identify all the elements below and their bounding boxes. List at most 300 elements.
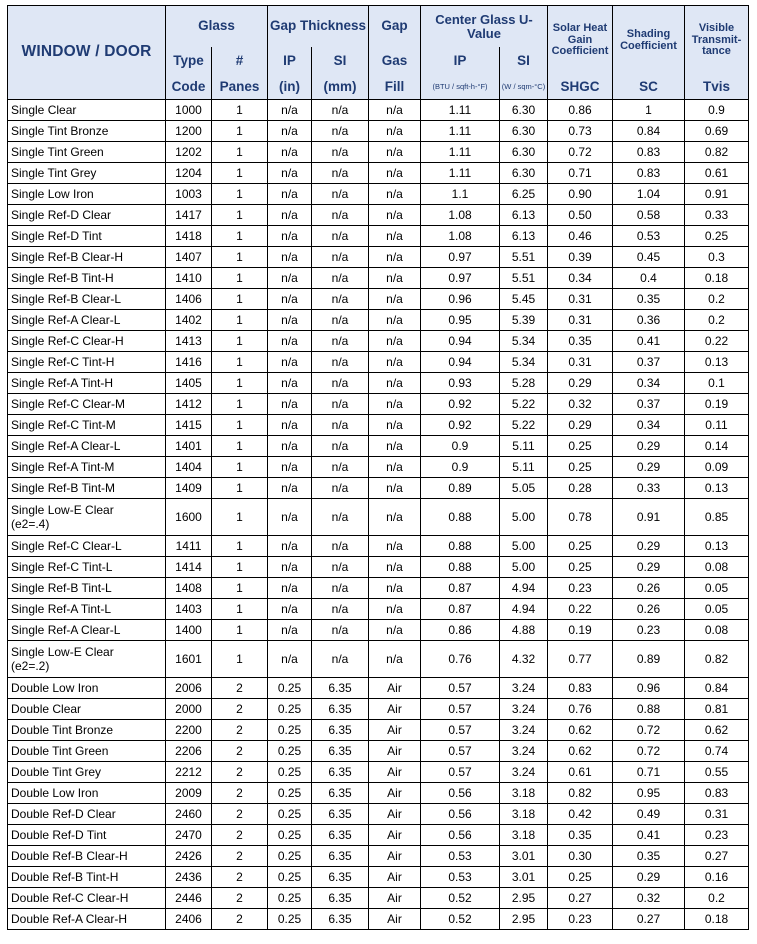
type-code-cell: 1410 (166, 268, 212, 289)
shgc-cell: 0.90 (548, 184, 613, 205)
u-value-ip-cell: 0.86 (421, 620, 500, 641)
tvis-cell: 0.81 (685, 699, 749, 720)
glass-name-text: Single Ref-A Clear-L (11, 313, 121, 327)
table-row (8, 205, 749, 226)
u-value-ip-cell: 0.52 (421, 909, 500, 930)
gap-in-cell: n/a (268, 641, 312, 678)
shgc-cell: 0.29 (548, 373, 613, 394)
glass-name-cell (8, 142, 166, 163)
panes-cell: 1 (212, 641, 268, 678)
gap-mm-cell: 6.35 (312, 720, 369, 741)
tvis-cell: 0.08 (685, 557, 749, 578)
type-code-cell: 1406 (166, 289, 212, 310)
gas-fill-cell: n/a (369, 184, 421, 205)
shgc-cell: 0.83 (548, 678, 613, 699)
tvis-cell: 0.62 (685, 720, 749, 741)
u-value-ip-cell: 0.9 (421, 457, 500, 478)
gap-mm-cell: n/a (312, 436, 369, 457)
u-value-si-cell: 5.51 (500, 268, 548, 289)
panes-cell: 1 (212, 457, 268, 478)
gap-in-cell: n/a (268, 352, 312, 373)
gas-fill-cell: Air (369, 909, 421, 930)
tvis-cell: 0.9 (685, 100, 749, 121)
u-value-ip-cell: 0.57 (421, 762, 500, 783)
u-value-si-cell: 6.30 (500, 121, 548, 142)
gap-mm-cell: 6.35 (312, 888, 369, 909)
tvis-cell: 0.05 (685, 599, 749, 620)
shgc-cell: 0.35 (548, 331, 613, 352)
glass-name-cell (8, 578, 166, 599)
glass-name-text: Double Tint Grey (11, 765, 102, 779)
glass-name-text: Single Low Iron (11, 187, 94, 201)
gap-mm-cell: n/a (312, 478, 369, 499)
sc-cell: 0.29 (613, 867, 685, 888)
panes-cell: 1 (212, 578, 268, 599)
glass-name-text: Single Ref-C Clear-H (11, 334, 124, 348)
panes-cell: 1 (212, 184, 268, 205)
type-code-cell: 1401 (166, 436, 212, 457)
type-code-cell: 1600 (166, 499, 212, 536)
gap-mm-cell: n/a (312, 100, 369, 121)
type-code-cell: 1407 (166, 247, 212, 268)
tvis-cell: 0.09 (685, 457, 749, 478)
gas-fill-cell: n/a (369, 373, 421, 394)
glass-name-text: Single Low-E Clear (e2=.4) (11, 502, 114, 531)
u-value-ip-cell: 0.76 (421, 641, 500, 678)
u-value-si-cell: 4.88 (500, 620, 548, 641)
table-row (8, 163, 749, 184)
gap-mm-cell: n/a (312, 457, 369, 478)
sc-cell: 0.34 (613, 415, 685, 436)
gap-in-cell: 0.25 (268, 783, 312, 804)
table-row (8, 478, 749, 499)
u-value-si-cell: 3.24 (500, 699, 548, 720)
gap-mm-cell: n/a (312, 163, 369, 184)
u-value-ip-cell: 0.87 (421, 599, 500, 620)
panes-cell: 1 (212, 247, 268, 268)
type-code-cell: 2000 (166, 699, 212, 720)
panes-cell: 2 (212, 825, 268, 846)
gas-fill-cell: n/a (369, 415, 421, 436)
sc-cell: 0.33 (613, 478, 685, 499)
glass-name-text: Double Low Iron (11, 681, 99, 695)
u-value-si-cell: 5.11 (500, 457, 548, 478)
tvis-cell: 0.82 (685, 142, 749, 163)
shgc-cell: 0.27 (548, 888, 613, 909)
u-value-si-cell: 5.05 (500, 478, 548, 499)
table-row (8, 720, 749, 741)
tvis-cell: 0.31 (685, 804, 749, 825)
u-value-ip-cell: 0.56 (421, 825, 500, 846)
glass-name-text: Single Clear (11, 103, 77, 117)
gap-mm-cell: n/a (312, 352, 369, 373)
code-header: Code (166, 75, 212, 100)
glass-name-text: Single Ref-D Tint (11, 229, 102, 243)
sc-cell: 0.35 (613, 289, 685, 310)
u-si-header: SI (500, 47, 548, 75)
sc-cell: 0.29 (613, 457, 685, 478)
shgc-cell: 0.62 (548, 720, 613, 741)
gas-fill-cell: Air (369, 720, 421, 741)
u-value-si-cell: 5.51 (500, 247, 548, 268)
panes-cell: 2 (212, 909, 268, 930)
u-value-si-cell: 6.13 (500, 226, 548, 247)
sc-cell: 0.71 (613, 762, 685, 783)
glass-name-cell (8, 720, 166, 741)
glass-name-text: Single Ref-B Clear-H (11, 250, 124, 264)
gap-mm-unit: (mm) (312, 75, 369, 100)
tvis-cell: 0.27 (685, 846, 749, 867)
table-header (8, 6, 749, 100)
panes-cell: 1 (212, 352, 268, 373)
glass-name-cell (8, 163, 166, 184)
u-value-si-cell: 6.13 (500, 205, 548, 226)
glass-name-cell (8, 783, 166, 804)
gap-mm-cell: 6.35 (312, 762, 369, 783)
u-value-ip-cell: 0.89 (421, 478, 500, 499)
u-value-si-cell: 3.18 (500, 825, 548, 846)
glass-name-cell (8, 436, 166, 457)
table-row (8, 762, 749, 783)
tvis-cell: 0.84 (685, 678, 749, 699)
table-row (8, 741, 749, 762)
type-code-cell: 1003 (166, 184, 212, 205)
panes-cell: 1 (212, 436, 268, 457)
gas-fill-cell: n/a (369, 100, 421, 121)
glass-name-cell (8, 536, 166, 557)
gap-mm-cell: 6.35 (312, 741, 369, 762)
u-value-ip-cell: 0.97 (421, 268, 500, 289)
panes-cell: 1 (212, 557, 268, 578)
sc-cell: 0.29 (613, 536, 685, 557)
sc-cell: 0.72 (613, 720, 685, 741)
gap-in-unit: (in) (268, 75, 312, 100)
table-row (8, 804, 749, 825)
gap-in-cell: n/a (268, 100, 312, 121)
gap-in-cell: n/a (268, 478, 312, 499)
u-value-si-cell: 6.30 (500, 142, 548, 163)
gap-in-cell: 0.25 (268, 762, 312, 783)
glass-name-text: Single Ref-B Clear-L (11, 292, 122, 306)
table-row (8, 226, 749, 247)
type-code-cell: 1409 (166, 478, 212, 499)
glass-name-cell (8, 457, 166, 478)
glass-name-cell (8, 478, 166, 499)
u-ip-header: IP (421, 47, 500, 75)
gap-in-cell: n/a (268, 184, 312, 205)
table-row (8, 678, 749, 699)
panes-cell: 1 (212, 268, 268, 289)
u-value-si-cell: 3.24 (500, 720, 548, 741)
shgc-cell: 0.31 (548, 352, 613, 373)
u-si-unit: (W / sqm-°C) (500, 75, 548, 100)
glass-name-cell (8, 557, 166, 578)
gap-header: Gap (369, 6, 421, 48)
glass-name-text: Double Ref-B Tint-H (11, 870, 119, 884)
type-code-cell: 2446 (166, 888, 212, 909)
glass-name-text: Double Tint Green (11, 744, 109, 758)
glass-name-text: Single Ref-A Clear-L (11, 623, 121, 637)
type-code-cell: 1414 (166, 557, 212, 578)
table-row (8, 846, 749, 867)
panes-cell: 1 (212, 373, 268, 394)
u-value-ip-cell: 0.94 (421, 331, 500, 352)
table-row (8, 142, 749, 163)
table-row (8, 394, 749, 415)
glass-name-cell (8, 373, 166, 394)
shgc-cell: 0.86 (548, 100, 613, 121)
gas-fill-cell: n/a (369, 142, 421, 163)
gap-in-cell: n/a (268, 373, 312, 394)
shgc-cell: 0.25 (548, 436, 613, 457)
table-row (8, 578, 749, 599)
panes-header: Panes (212, 75, 268, 100)
gas-fill-cell: n/a (369, 205, 421, 226)
glass-name-text: Double Ref-A Clear-H (11, 912, 128, 926)
panes-cell: 2 (212, 699, 268, 720)
type-code-cell: 1417 (166, 205, 212, 226)
sc-cell: 0.35 (613, 846, 685, 867)
glass-name-text: Double Clear (11, 702, 82, 716)
glass-name-cell (8, 499, 166, 536)
gap-mm-cell: n/a (312, 121, 369, 142)
gap-in-cell: n/a (268, 310, 312, 331)
gap-in-cell: 0.25 (268, 888, 312, 909)
table-row (8, 184, 749, 205)
u-value-ip-cell: 0.53 (421, 867, 500, 888)
tvis-cell: 0.2 (685, 310, 749, 331)
shgc-cell: 0.82 (548, 783, 613, 804)
gap-in-cell: n/a (268, 268, 312, 289)
u-value-si-cell: 5.45 (500, 289, 548, 310)
gap-mm-cell: n/a (312, 310, 369, 331)
table-row (8, 310, 749, 331)
gas-fill-cell: n/a (369, 641, 421, 678)
table-row (8, 121, 749, 142)
glass-name-text: Double Ref-B Clear-H (11, 849, 128, 863)
shgc-cell: 0.31 (548, 310, 613, 331)
table-row (8, 247, 749, 268)
type-code-cell: 2206 (166, 741, 212, 762)
sc-cell: 0.49 (613, 804, 685, 825)
type-code-cell: 1204 (166, 163, 212, 184)
sc-cell: 0.83 (613, 142, 685, 163)
shgc-cell: 0.31 (548, 289, 613, 310)
tvis-cell: 0.16 (685, 867, 749, 888)
glass-name-cell (8, 699, 166, 720)
shgc-cell: 0.73 (548, 121, 613, 142)
glass-name-text: Single Ref-C Tint-L (11, 560, 113, 574)
gap-mm-cell: n/a (312, 289, 369, 310)
sc-cell: 0.72 (613, 741, 685, 762)
glass-name-cell (8, 620, 166, 641)
glass-name-text: Double Ref-D Clear (11, 807, 116, 821)
u-value-ip-cell: 0.94 (421, 352, 500, 373)
window-door-header: WINDOW / DOOR (8, 6, 166, 100)
type-code-cell: 1601 (166, 641, 212, 678)
gap-in-cell: n/a (268, 557, 312, 578)
glass-name-cell (8, 352, 166, 373)
glass-name-text: Single Ref-A Tint-L (11, 602, 112, 616)
u-value-ip-cell: 0.92 (421, 394, 500, 415)
gas-fill-cell: Air (369, 867, 421, 888)
table-row (8, 352, 749, 373)
gas-fill-cell: n/a (369, 557, 421, 578)
sc-cell: 0.32 (613, 888, 685, 909)
type-code-cell: 1415 (166, 415, 212, 436)
gap-thickness-header: Gap Thickness (268, 6, 369, 48)
tvis-cell: 0.2 (685, 289, 749, 310)
table-row (8, 268, 749, 289)
sc-cell: 0.26 (613, 578, 685, 599)
table-row (8, 641, 749, 678)
glass-name-cell (8, 804, 166, 825)
gap-in-cell: n/a (268, 599, 312, 620)
shgc-cell: 0.28 (548, 478, 613, 499)
gap-in-cell: n/a (268, 457, 312, 478)
u-value-si-cell: 4.94 (500, 599, 548, 620)
tvis-cell: 0.05 (685, 578, 749, 599)
shgc-cell: 0.29 (548, 415, 613, 436)
u-value-ip-cell: 0.88 (421, 557, 500, 578)
u-value-ip-cell: 0.56 (421, 804, 500, 825)
gas-fill-cell: n/a (369, 436, 421, 457)
gas-fill-cell: n/a (369, 620, 421, 641)
panes-cell: 1 (212, 205, 268, 226)
u-ip-unit: (BTU / sqft-h-°F) (421, 75, 500, 100)
fill-header: Fill (369, 75, 421, 100)
sc-cell: 1.04 (613, 184, 685, 205)
tvis-cell: 0.08 (685, 620, 749, 641)
shgc-cell: 0.19 (548, 620, 613, 641)
table-row (8, 289, 749, 310)
glass-name-text: Single Ref-A Clear-L (11, 439, 121, 453)
gas-fill-cell: n/a (369, 499, 421, 536)
gas-fill-cell: n/a (369, 457, 421, 478)
sc-cell: 0.26 (613, 599, 685, 620)
panes-cell: 1 (212, 121, 268, 142)
table-body (8, 100, 749, 930)
gas-fill-cell: n/a (369, 536, 421, 557)
u-value-ip-cell: 1.1 (421, 184, 500, 205)
glass-name-cell (8, 121, 166, 142)
shgc-cell: 0.77 (548, 641, 613, 678)
type-code-cell: 1402 (166, 310, 212, 331)
gap-mm-cell: n/a (312, 205, 369, 226)
gap-in-cell: n/a (268, 394, 312, 415)
tvis-cell: 0.13 (685, 536, 749, 557)
gas-header: Gas (369, 47, 421, 75)
type-code-cell: 1413 (166, 331, 212, 352)
gas-fill-cell: n/a (369, 247, 421, 268)
gap-mm-cell: n/a (312, 184, 369, 205)
type-code-cell: 1408 (166, 578, 212, 599)
tvis-cell: 0.25 (685, 226, 749, 247)
glass-name-cell (8, 888, 166, 909)
panes-cell: 1 (212, 536, 268, 557)
glass-name-cell (8, 825, 166, 846)
panes-cell: 2 (212, 888, 268, 909)
shgc-cell: 0.62 (548, 741, 613, 762)
type-code-cell: 1405 (166, 373, 212, 394)
type-code-cell: 1404 (166, 457, 212, 478)
shgc-cell: 0.34 (548, 268, 613, 289)
u-value-ip-cell: 0.87 (421, 578, 500, 599)
tvis-cell: 0.61 (685, 163, 749, 184)
gap-mm-cell: n/a (312, 226, 369, 247)
shgc-cell: 0.50 (548, 205, 613, 226)
sc-cell: 0.84 (613, 121, 685, 142)
tvis-cell: 0.91 (685, 184, 749, 205)
panes-cell: 1 (212, 100, 268, 121)
u-value-ip-cell: 0.57 (421, 678, 500, 699)
gap-in-cell: n/a (268, 578, 312, 599)
type-code-cell: 2470 (166, 825, 212, 846)
glass-name-cell (8, 741, 166, 762)
gap-mm-cell: n/a (312, 142, 369, 163)
u-value-si-cell: 6.30 (500, 100, 548, 121)
panes-cell: 1 (212, 163, 268, 184)
count-header: # (212, 47, 268, 75)
glass-name-cell (8, 331, 166, 352)
gap-mm-cell: 6.35 (312, 846, 369, 867)
shgc-cell: 0.39 (548, 247, 613, 268)
glass-name-cell (8, 100, 166, 121)
gap-mm-cell: n/a (312, 373, 369, 394)
glass-name-text: Single Ref-B Tint-L (11, 581, 112, 595)
gap-in-cell: 0.25 (268, 825, 312, 846)
u-value-si-cell: 5.39 (500, 310, 548, 331)
type-code-cell: 2436 (166, 867, 212, 888)
gap-mm-cell: 6.35 (312, 699, 369, 720)
sc-cell: 0.29 (613, 557, 685, 578)
tvis-cell: 0.11 (685, 415, 749, 436)
gas-fill-cell: Air (369, 678, 421, 699)
table-row (8, 331, 749, 352)
gap-mm-cell: n/a (312, 536, 369, 557)
glass-name-text: Single Ref-A Tint-M (11, 460, 115, 474)
gas-fill-cell: n/a (369, 268, 421, 289)
glass-name-text: Single Ref-C Tint-M (11, 418, 116, 432)
u-value-si-cell: 3.18 (500, 804, 548, 825)
gap-mm-cell: 6.35 (312, 783, 369, 804)
gap-in-cell: 0.25 (268, 846, 312, 867)
type-code-cell: 1403 (166, 599, 212, 620)
glass-name-cell (8, 846, 166, 867)
gap-mm-cell: n/a (312, 268, 369, 289)
shgc-cell: 0.42 (548, 804, 613, 825)
shgc-cell: 0.25 (548, 536, 613, 557)
sc-cell: 0.37 (613, 394, 685, 415)
u-value-ip-cell: 0.9 (421, 436, 500, 457)
tvis-cell: 0.33 (685, 205, 749, 226)
table-row (8, 699, 749, 720)
u-value-si-cell: 5.22 (500, 415, 548, 436)
glass-name-text: Single Tint Green (11, 145, 104, 159)
gap-in-cell: n/a (268, 163, 312, 184)
panes-cell: 1 (212, 394, 268, 415)
tvis-cell: 0.1 (685, 373, 749, 394)
panes-cell: 1 (212, 499, 268, 536)
glass-name-cell (8, 205, 166, 226)
sc-cell: 0.41 (613, 331, 685, 352)
u-value-si-cell: 4.94 (500, 578, 548, 599)
sc-cell: 0.23 (613, 620, 685, 641)
type-code-cell: 1400 (166, 620, 212, 641)
panes-cell: 2 (212, 867, 268, 888)
u-value-si-cell: 3.01 (500, 867, 548, 888)
type-code-cell: 2426 (166, 846, 212, 867)
